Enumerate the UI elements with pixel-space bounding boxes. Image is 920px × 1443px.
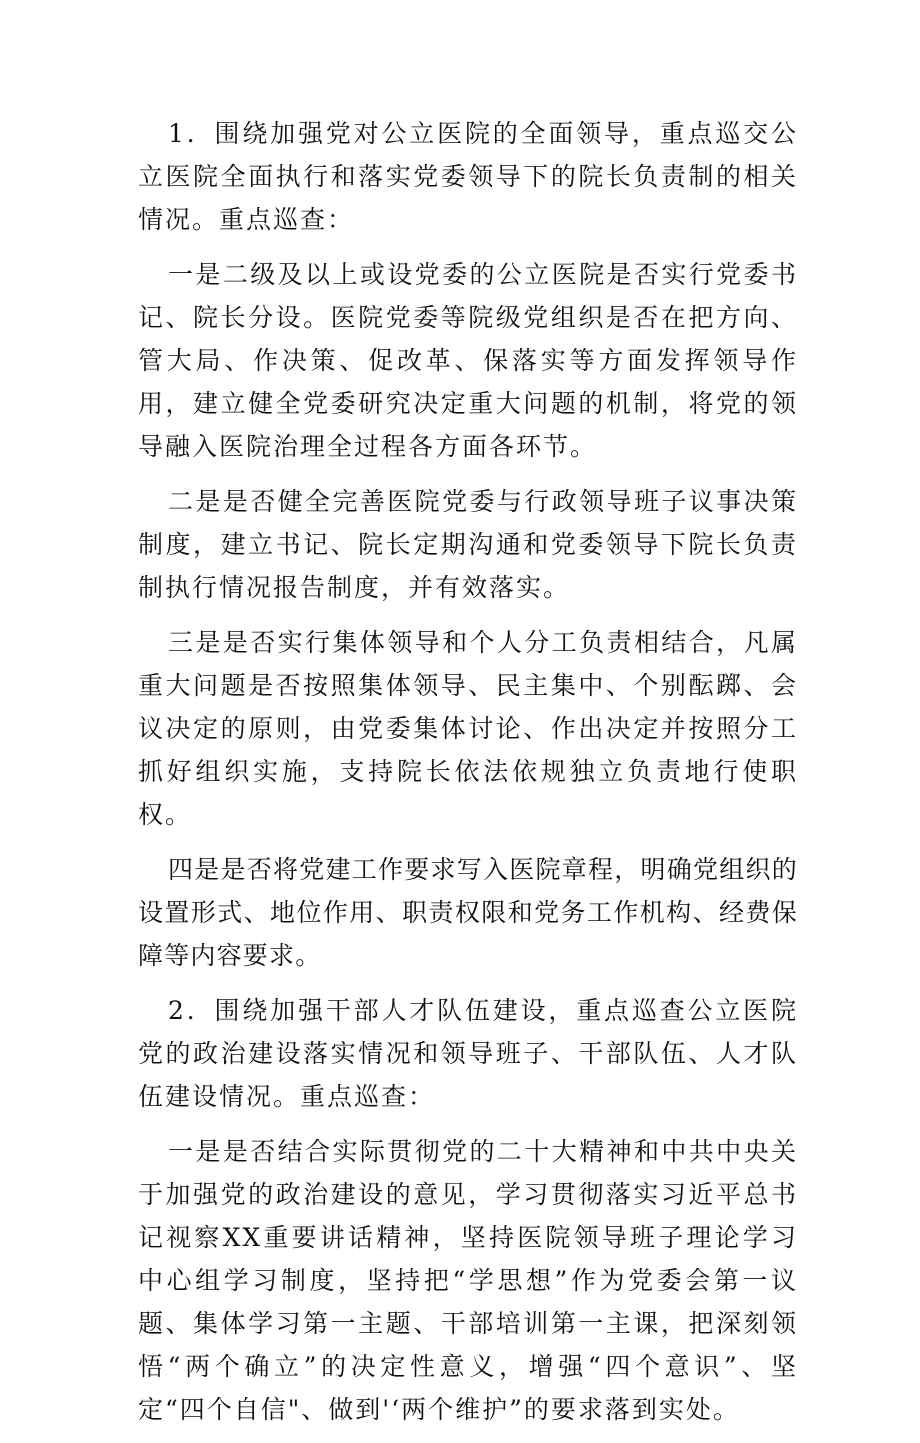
paragraph-item-2-1: 一是是否结合实际贯彻党的二十大精神和中共中央关于加强党的政治建设的意见，学习贯彻落实习近平总书记视察XX重要讲话精神，坚持医院领导班子理论学习中心组学习制度，坚持把“学思想”作为党委会第一议题、集体学习第一主题、干部培训第一主课，把深刻领悟“两个确立”的决定性意义，增强“四个意识”、坚定“四个自信"、做到'‘两个维护”的要求落到实处。 [138, 1137, 798, 1424]
paragraph-item-1-4: 四是是否将党建工作要求写入医院章程，明确党组织的设置形式、地位作用、职责权限和党务工作机构、经费保障等内容要求。 [138, 855, 798, 970]
paragraph-item-1-1: 一是二级及以上或设党委的公立医院是否实行党委书记、院长分设。医院党委等院级党组织是否在把方向、管大局、作决策、促改革、保落实等方面发挥领导作用，建立健全党委研究决定重大问题的机制，将党的领导融入医院治理全过程各方面各环节。 [138, 260, 798, 461]
paragraph-section-2-heading: 2．围绕加强干部人才队伍建设，重点巡查公立医院党的政治建设落实情况和领导班子、干部队伍、人才队伍建设情况。重点巡查： [138, 996, 798, 1111]
document-body [138, 112, 798, 1443]
paragraph-item-1-3: 三是是否实行集体领导和个人分工负责相结合，凡属重大问题是否按照集体领导、民主集中、个别酝踯、会议决定的原则，由党委集体讨论、作出决定并按照分工抓好组织实施，支持院长依法依规独立负责地行使职权。 [138, 628, 798, 829]
paragraph-item-1-2: 二是是否健全完善医院党委与行政领导班子议事决策制度，建立书记、院长定期沟通和党委领导下院长负责制执行情况报告制度，并有效落实。 [138, 487, 798, 602]
paragraph-section-1-heading: 1．围绕加强党对公立医院的全面领导，重点巡交公立医院全面执行和落实党委领导下的院长负责制的相关情况。重点巡查： [138, 119, 798, 234]
